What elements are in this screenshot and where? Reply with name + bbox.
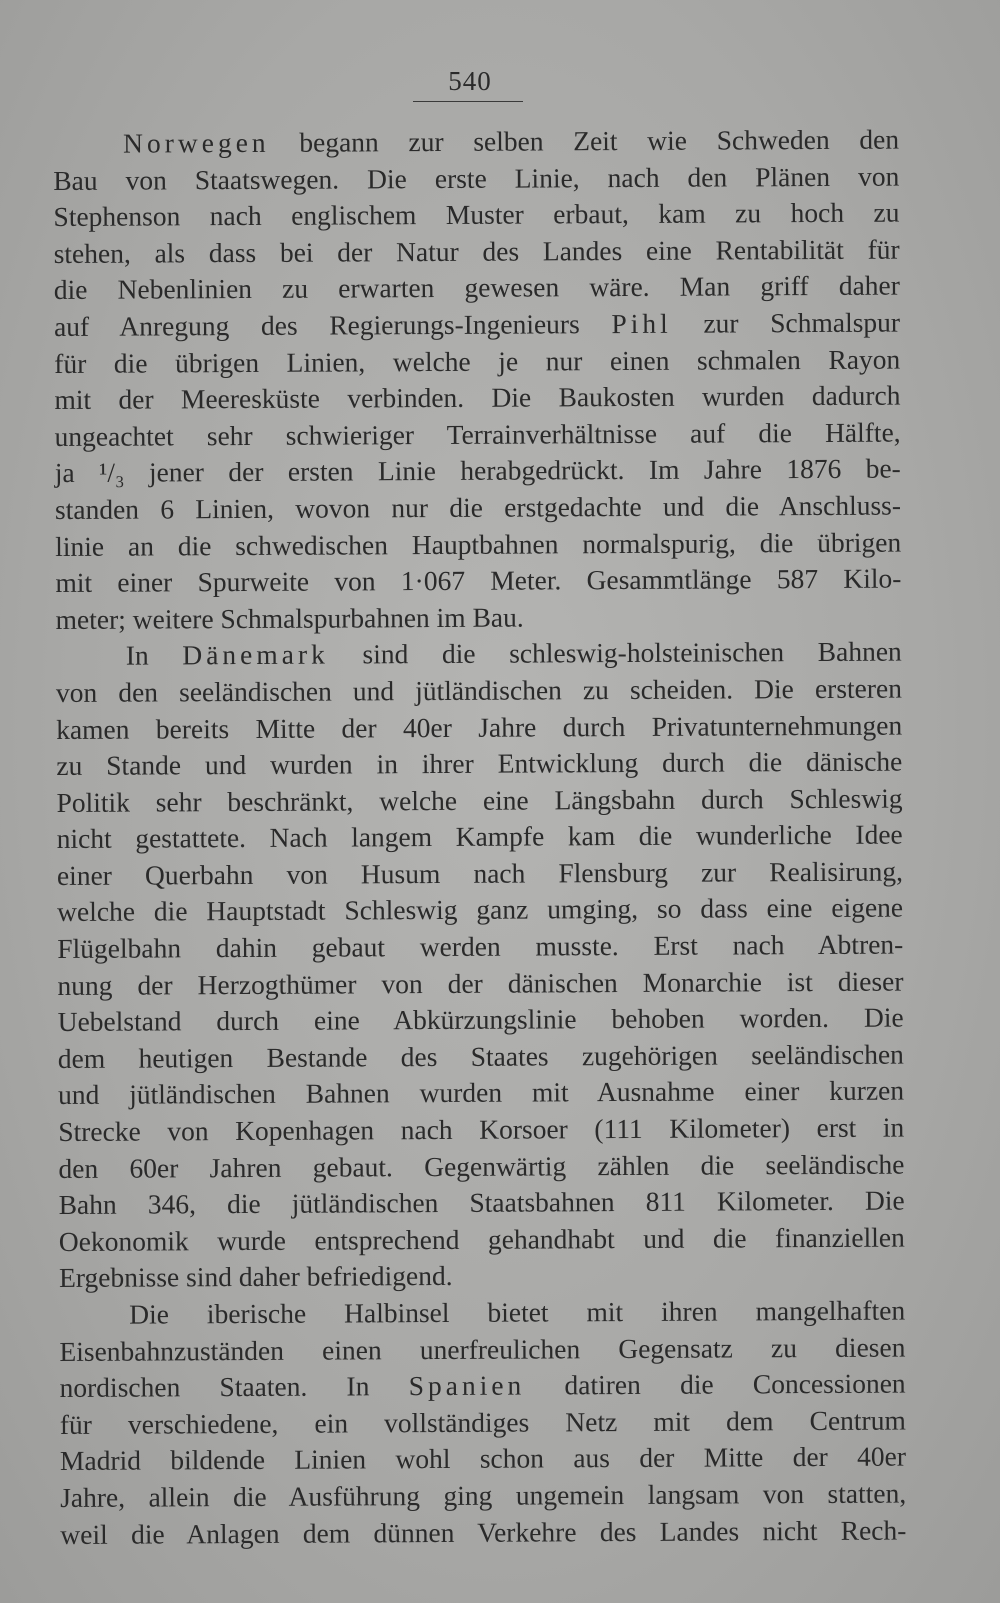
text-line: welche die Hauptstadt Schleswig ganz umging, so dass eine eigene <box>57 892 904 928</box>
text-line: stehen, als dass bei der Natur des Landes eine Rentabilität für <box>53 233 900 269</box>
text-line: auf Anregung des Regierungs-Ingenieurs Pihl zur Schmalspur <box>53 306 901 342</box>
text-line: Politik sehr beschränkt, welche eine Längsbahn durch Schleswig <box>56 782 903 818</box>
text-line: ungeachtet sehr schwieriger Terrainverhältnisse auf die Hälfte, <box>54 416 901 452</box>
text-line: Oekonomik wurde entsprechend gehandhabt und die finanziellen <box>58 1221 905 1257</box>
text-line: standen 6 Linien, wovon nur die erstgedachte und die Anschluss- <box>54 489 902 525</box>
text-line: von den seeländischen und jütländischen zu scheiden. Die ersteren <box>55 672 903 708</box>
text-line: für verschiedene, ein vollständiges Netz mit dem Centrum <box>59 1404 906 1440</box>
text-line: ja ¹/₃ jener der ersten Linie herabgedrückt. Im Jahre 1876 be- <box>54 452 901 489</box>
text-line: nordischen Staaten. In Spanien datiren die Concessionen <box>59 1367 906 1404</box>
text-line: Flügelbahn dahin gebaut werden musste. Erst nach Abtren- <box>57 928 904 965</box>
country-name-daenemark: Dänemark <box>182 638 329 671</box>
header-rule <box>413 101 523 102</box>
text-line: den 60er Jahren gebaut. Gegenwärtig zählen die seeländische <box>58 1148 905 1184</box>
text-line: nung der Herzogthümer von der dänischen Monarchie ist dieser <box>57 965 904 1001</box>
text-line: kamen bereits Mitte der 40er Jahre durch Privatunternehmungen <box>56 709 903 745</box>
text-line: linie an die schwedischen Hauptbahnen normalspurig, die übrigen <box>55 526 902 562</box>
text-line: mit einer Spurweite von 1·067 Meter. Gesammtlänge 587 Kilo- <box>55 562 902 599</box>
body-text <box>53 122 906 1554</box>
text-line: Uebelstand durch eine Abkürzungslinie behoben worden. Die <box>57 1001 904 1038</box>
text-line: mit der Meeresküste verbinden. Die Baukosten wurden dadurch <box>54 379 901 416</box>
text-line: dem heutigen Bestande des Staates zugehörigen seeländischen <box>57 1038 904 1074</box>
text-line: Bahn 346, die jütländischen Staatsbahnen 811 Kilometer. Die <box>58 1184 905 1221</box>
text-line: Jahre, allein die Ausführung ging ungemein langsam von statten, <box>60 1477 907 1513</box>
text-line: Die iberische Halbinsel bietet mit ihren mangelhaften <box>129 1294 906 1330</box>
text-line: Ergebnisse sind daher befriedigend. <box>58 1260 453 1294</box>
text-line: Norwegen begann zur selben Zeit wie Schweden den <box>123 123 900 159</box>
country-name-spanien: Spanien <box>408 1369 526 1402</box>
text-line: In Dänemark sind die schleswig-holsteinischen Bahnen <box>125 635 902 671</box>
text-line: Bau von Staatswegen. Die erste Linie, nach den Plänen von <box>53 160 900 196</box>
text-line: und jütländischen Bahnen wurden mit Ausnahme einer kurzen <box>57 1074 905 1111</box>
page-number: 540 <box>448 66 492 96</box>
text-line: einer Querbahn von Husum nach Flensburg zur Realisirung, <box>56 855 903 891</box>
text-line: weil die Anlagen dem dünnen Verkehre des Landes nicht Rech- <box>60 1514 907 1550</box>
text-line: meter; weitere Schmalspurbahnen im Bau. <box>55 601 524 635</box>
text-line: die Nebenlinien zu erwarten gewesen wäre. Man griff daher <box>53 269 900 306</box>
text-line: Stephenson nach englischem Muster erbaut, kam zu hoch zu <box>53 196 900 233</box>
text-line: Eisenbahnzuständen einen unerfreulichen Gegensatz zu diesen <box>59 1331 906 1367</box>
person-name-pihl: Pihl <box>611 307 672 340</box>
country-name-norwegen: Norwegen <box>123 126 270 159</box>
text-line: Strecke von Kopenhagen nach Korsoer (111 Kilometer) erst in <box>58 1111 905 1148</box>
text-line: für die übrigen Linien, welche je nur einen schmalen Rayon <box>54 343 901 379</box>
text-line: nicht gestattete. Nach langem Kampfe kam die wunderliche Idee <box>56 818 903 855</box>
text-line: zu Stande und wurden in ihrer Entwicklung durch die dänische <box>56 745 903 782</box>
text-line: Madrid bildende Linien wohl schon aus der Mitte der 40er <box>59 1440 907 1477</box>
